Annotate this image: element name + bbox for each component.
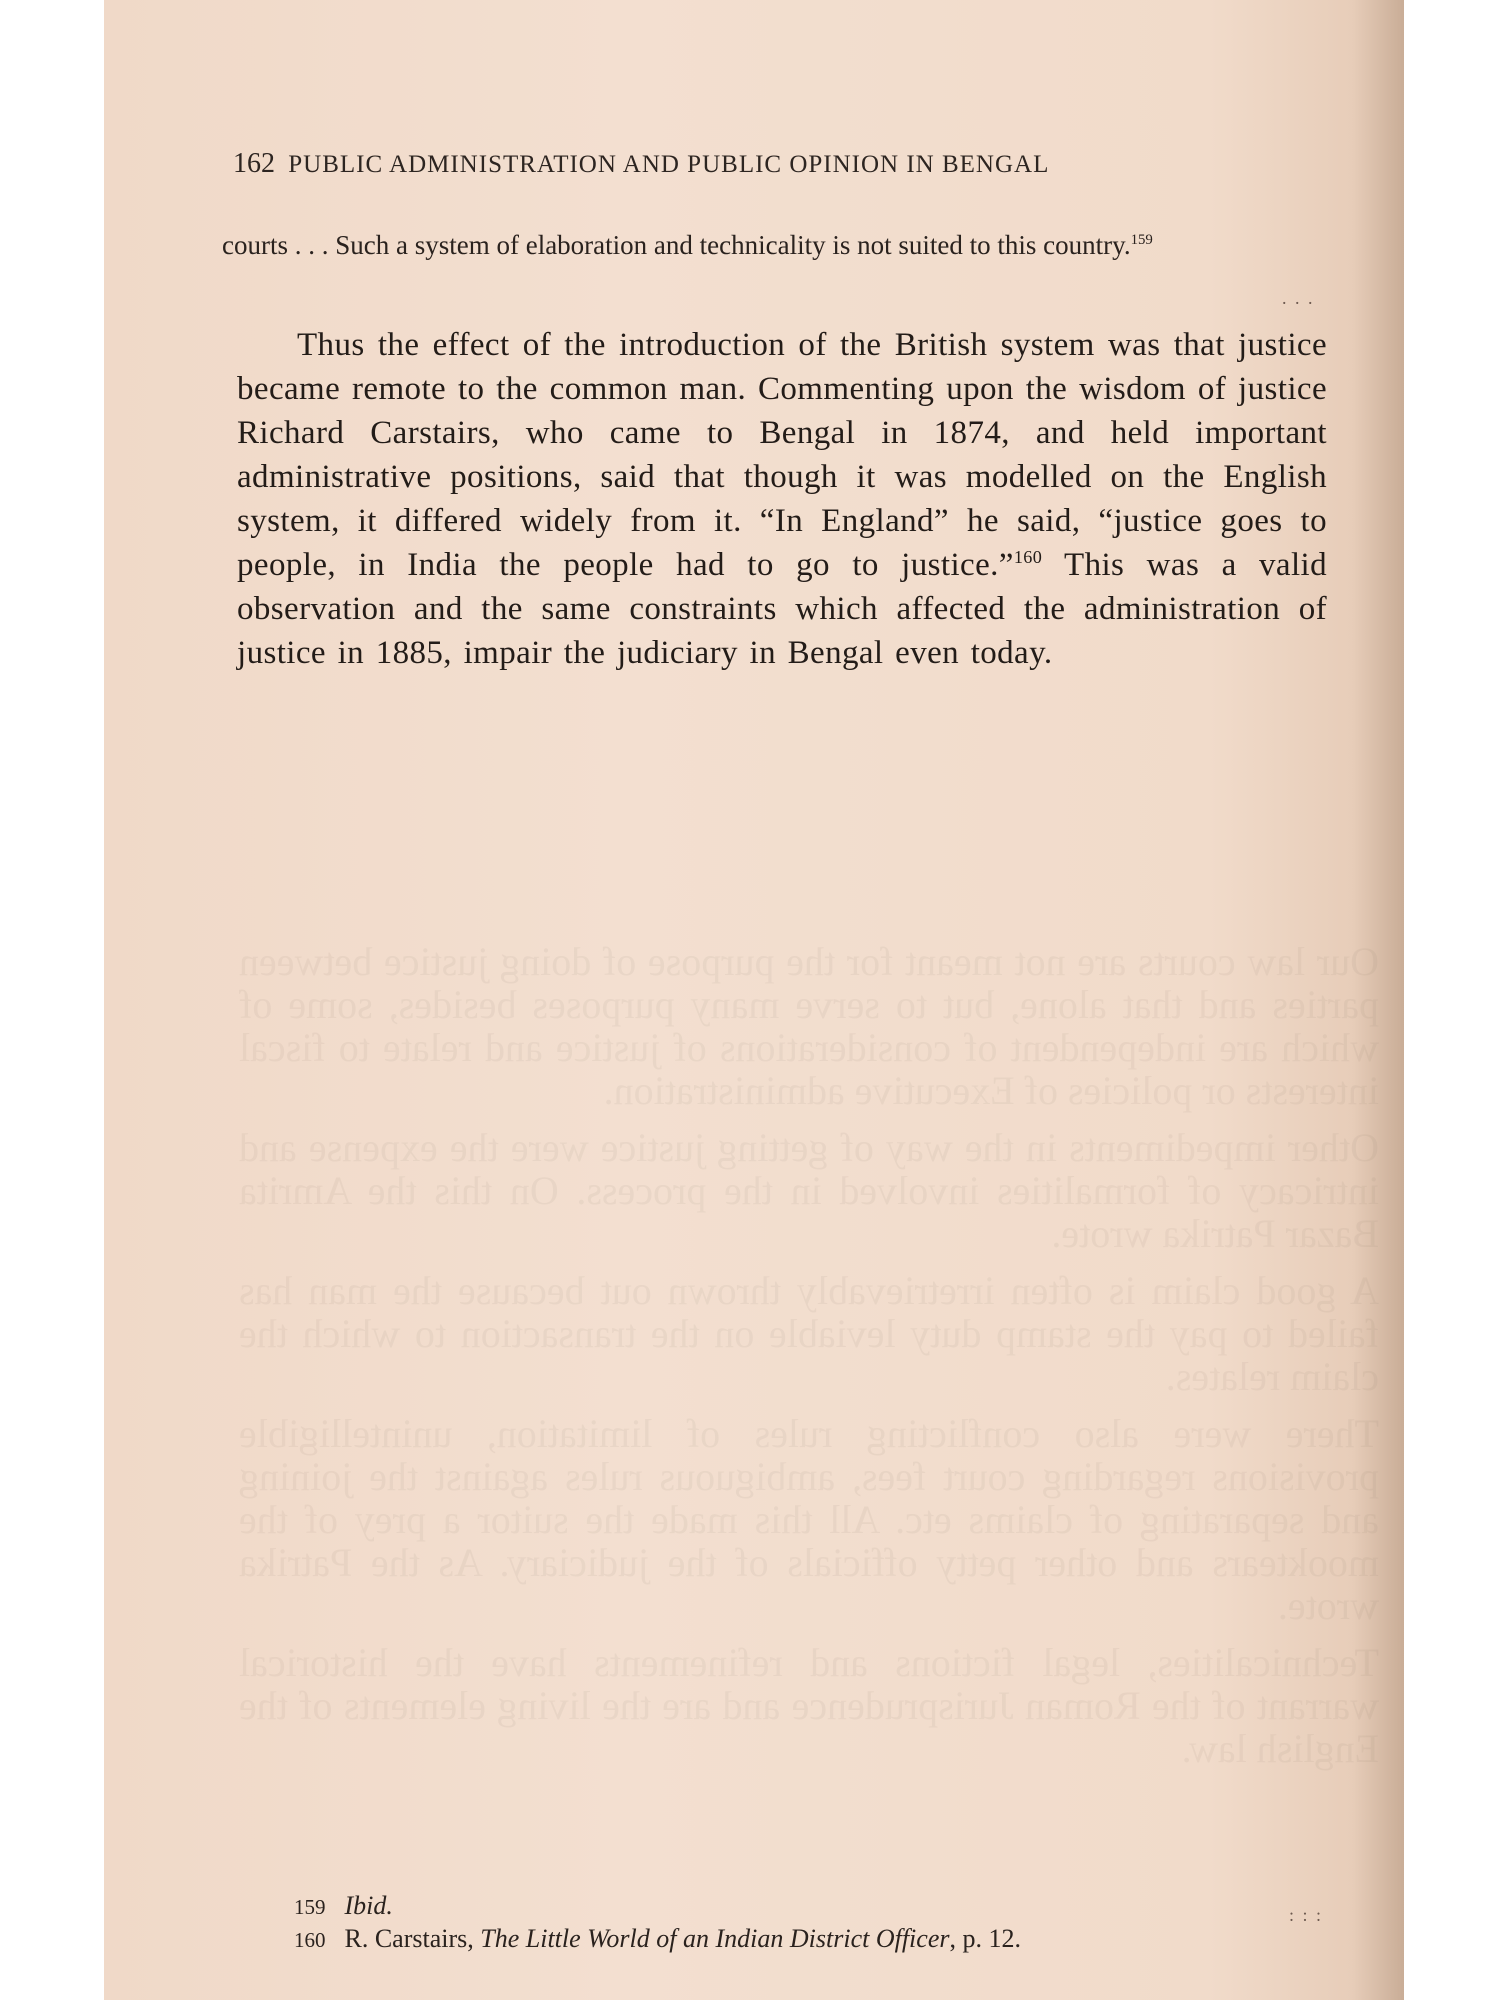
footnote-number: 160 — [294, 1928, 326, 1952]
footnote-159 — [294, 1890, 1344, 1923]
running-header — [233, 148, 1353, 180]
footnote-ref-159: 159 — [1130, 232, 1153, 248]
footnote-text: Ibid. — [344, 1891, 393, 1920]
show-through-text: Our law courts are not meant for the purpose of doing justice between parties and that alone, but to serve many purposes besides, some of which are independent of considerations of justice and relate to fiscal interests or policies of Executive administration. Other impediments in the way of getting justice were the expense and intricacy of formalities involved in the process. On this the Amrita Bazar Patrika wrote. A good claim is often irretrievably thrown out because the man has failed to pay the stamp duty leviable on the transaction to which the claim relates. There were also conflicting rules of limitation, unintelligible provisions regarding court fees, ambiguous rules against the joining and separating of claims etc. All this made the suitor a prey of the mooktears and other petty officials of the judiciary. As the Patrika wrote. Technicalities, legal fictions and refinements have the historical warrant of the Roman Jurisprudence and are the living elements of the English law. — [239, 939, 1379, 1771]
footnote-ref-160: 160 — [1013, 547, 1043, 567]
paragraph-text-part2: This was a valid observation and the same constraints which affected the administration of justice in 1885, impair the judiciary in Bengal even today. — [237, 547, 1327, 671]
footnote-number: 159 — [294, 1895, 326, 1919]
footnote-160 — [294, 1923, 1344, 1956]
book-page — [104, 0, 1404, 2000]
quote-text: courts . . . Such a system of elaboration and technicality is not suited to this country. — [222, 230, 1131, 260]
running-title: PUBLIC ADMINISTRATION AND PUBLIC OPINION IN BENGAL — [288, 151, 1050, 178]
footnotes — [294, 1890, 1344, 1956]
page-number: 162 — [233, 148, 275, 179]
print-specks: . . . — [1282, 288, 1315, 308]
main-paragraph — [237, 323, 1327, 675]
block-quote — [222, 228, 1342, 263]
footnote-page: , p. 12. — [949, 1924, 1021, 1953]
paragraph-text-part1: Thus the effect of the introduction of the British system was that justice became remote to the common man. Commenting upon the wisdom of justice Richard Carstairs, who came to Bengal in 1874, and held important administrative positions, said that though it was modelled on the English system, it differed widely from it. “In England” he said, “justice goes to people, in India the people had to go to justice.” — [237, 327, 1327, 583]
footnote-author: R. Carstairs, — [344, 1924, 481, 1953]
print-specks: : : : — [1289, 1905, 1324, 1925]
footnote-book-title: The Little World of an Indian District Officer — [480, 1924, 950, 1953]
